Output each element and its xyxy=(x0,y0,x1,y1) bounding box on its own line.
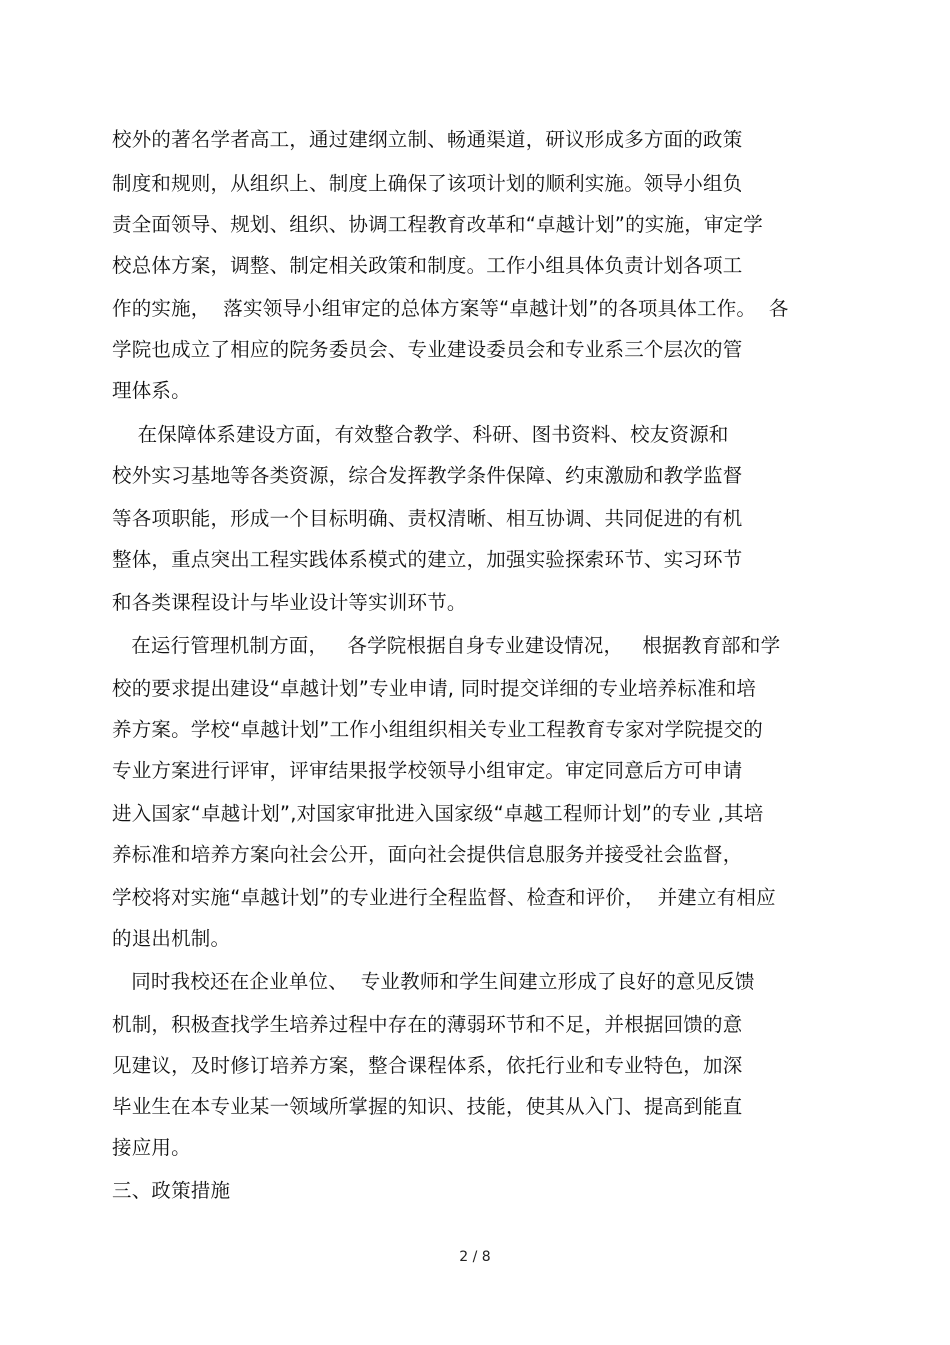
text-line: 学校将对实施“卓越计划”的专业进行全程监督、检查和评价， 并建立有相应 xyxy=(112,886,776,909)
text-line: 养标准和培养方案向社会公开，面向社会提供信息服务并接受社会监督， xyxy=(112,843,743,866)
text-line: 毕业生在本专业某一领域所掌握的知识、技能，使其从入门、提高到能直 xyxy=(112,1095,743,1118)
page-number: 2 / 8 xyxy=(459,1249,491,1265)
text-line: 校总体方案，调整、制定相关政策和制度。工作小组具体负责计划各项工 xyxy=(112,254,743,277)
text-line: 三、政策措施 xyxy=(112,1179,231,1202)
text-line: 学院也成立了相应的院务委员会、专业建设委员会和专业系三个层次的管 xyxy=(112,338,743,361)
text-line: 和各类课程设计与毕业设计等实训环节。 xyxy=(112,591,467,614)
text-line: 校外的著名学者高工，通过建纲立制、畅通渠道，研议形成多方面的政策 xyxy=(112,128,743,151)
text-line: 专业方案进行评审，评审结果报学校领导小组审定。审定同意后方可申请 xyxy=(112,759,743,782)
text-line: 同时我校还在企业单位、 专业教师和学生间建立形成了良好的意见反馈 xyxy=(112,970,755,993)
text-line: 在保障体系建设方面，有效整合教学、科研、图书资料、校友资源和 xyxy=(112,423,729,446)
text-line: 养方案。学校“卓越计划”工作小组组织相关专业工程教育专家对学院提交的 xyxy=(112,718,764,741)
text-line: 机制，积极查找学生培养过程中存在的薄弱环节和不足，并根据回馈的意 xyxy=(112,1013,743,1036)
text-line: 接应用。 xyxy=(112,1136,191,1159)
text-line: 作的实施， 落实领导小组审定的总体方案等“卓越计划”的各项具体工作。 各 xyxy=(112,297,789,320)
text-line: 责全面领导、规划、组织、协调工程教育改革和“卓越计划”的实施，审定学 xyxy=(112,213,764,236)
text-line: 等各项职能，形成一个目标明确、责权清晰、相互协调、共同促进的有机 xyxy=(112,507,743,530)
text-line: 在运行管理机制方面， 各学院根据自身专业建设情况， 根据教育部和学 xyxy=(112,634,781,657)
text-line: 整体，重点突出工程实践体系模式的建立，加强实验探索环节、实习环节 xyxy=(112,548,743,571)
text-line: 校外实习基地等各类资源，综合发挥教学条件保障、约束激励和教学监督 xyxy=(112,464,743,487)
text-line: 理体系。 xyxy=(112,379,191,402)
text-line: 的退出机制。 xyxy=(112,927,231,950)
text-line: 见建议，及时修订培养方案，整合课程体系，依托行业和专业特色，加深 xyxy=(112,1054,743,1077)
text-line: 校的要求提出建设“卓越计划”专业申请, 同时提交详细的专业培养标准和培 xyxy=(112,677,757,700)
text-line: 制度和规则，从组织上、制度上确保了该项计划的顺利实施。领导小组负 xyxy=(112,172,743,195)
text-line: 进入国家“卓越计划”,对国家审批进入国家级“卓越工程师计划”的专业 ,其培 xyxy=(112,802,764,825)
